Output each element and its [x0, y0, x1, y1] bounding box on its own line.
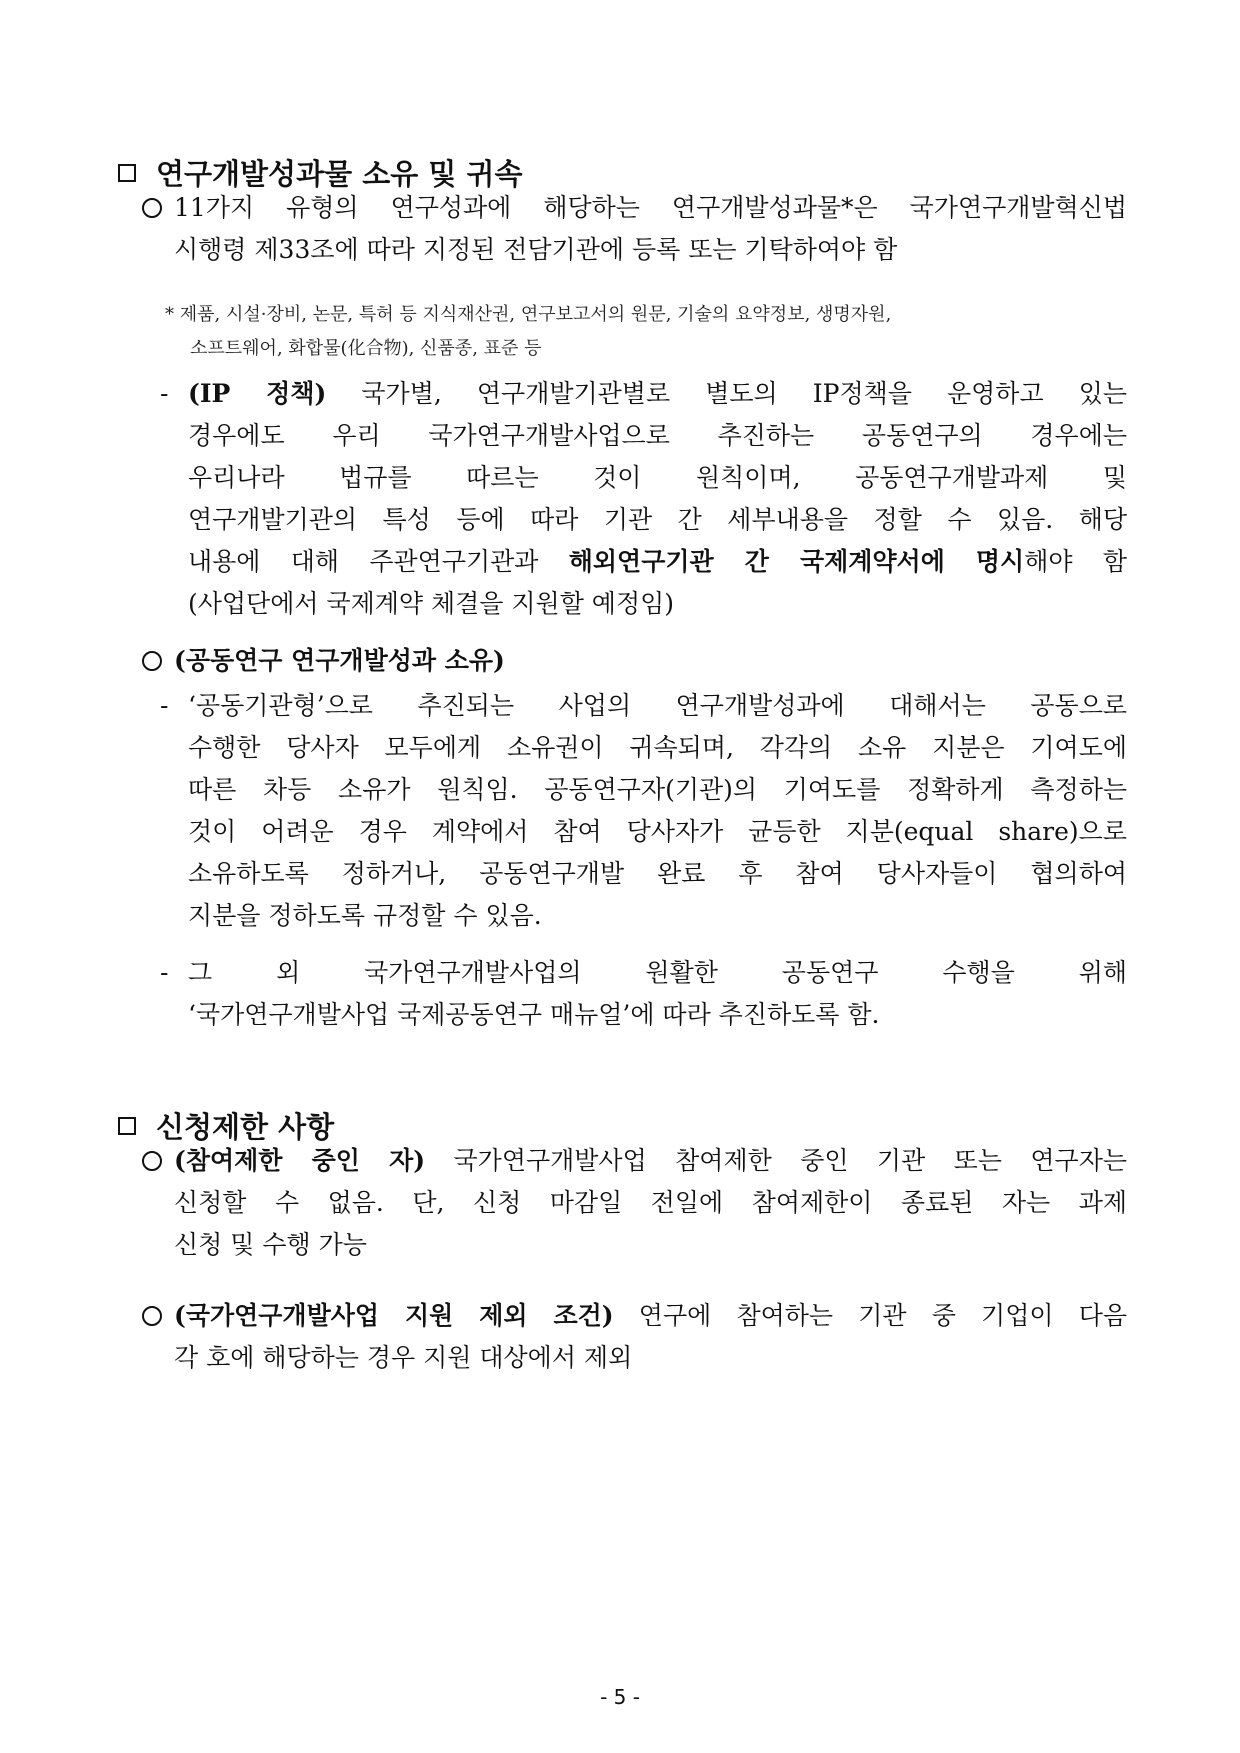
- joint-ownership-label: (공동연구 연구개발성과 소유): [174, 646, 505, 675]
- dash-item-ip-policy: [160, 373, 1127, 625]
- paragraph-line: ‘국가연구개발사업 국제공동연구 매뉴얼’에 따라 추진하도록 함.: [188, 1000, 880, 1029]
- emphasis-text: 해외연구기관 간 국제계약서에 명시: [568, 547, 1025, 576]
- section-title: 신청제한 사항: [156, 1110, 335, 1144]
- checkbox-square-icon: [118, 164, 136, 182]
- ip-policy-label: (IP 정책): [188, 379, 327, 408]
- paragraph-text: 연구에 참여하는 기관 중 기업이 다음: [613, 1301, 1127, 1330]
- paragraph-line: ‘공동기관형’으로 추진되는 사업의 연구개발성과에 대해서는 공동으로: [188, 691, 1127, 720]
- dash-item-joint-results: [160, 685, 1127, 937]
- paragraph-line: 신청할 수 없음. 단, 신청 마감일 전일에 참여제한이 종료된 자는 과제: [174, 1188, 1127, 1217]
- paragraph-line: 신청 및 수행 가능: [174, 1230, 367, 1259]
- paragraph-text: 국가연구개발사업 참여제한 중인 기관 또는 연구자는: [425, 1146, 1127, 1175]
- paragraph-line: 시행령 제33조에 따라 지정된 전담기관에 등록 또는 기탁하여야 함: [174, 235, 898, 264]
- paragraph-text: 내용에 대해 주관연구기관과: [188, 547, 569, 576]
- paragraph-line: 경우에도 우리 국가연구개발사업으로 추진하는 공동연구의 경우에는: [188, 421, 1127, 450]
- footnote-line: 소프트웨어, 화합물(化合物), 신품종, 표준 등: [190, 338, 542, 359]
- footnote-line: * 제품, 시설·장비, 논문, 특허 등 지식재산권, 연구보고서의 원문, 기술의 요약정보, 생명자원,: [165, 304, 892, 325]
- dash-marker: -: [160, 691, 169, 720]
- page-number: - 5 -: [600, 1685, 640, 1709]
- circle-bullet-icon: [142, 1151, 162, 1171]
- circle-bullet-icon: [142, 1306, 162, 1326]
- bullet-item-participation-restricted: [142, 1140, 1127, 1266]
- exclusion-label: (국가연구개발사업 지원 제외 조건): [174, 1301, 614, 1330]
- paragraph-line: 각 호에 해당하는 경우 지원 대상에서 제외: [174, 1343, 633, 1372]
- paragraph-line: 따른 차등 소유가 원칙임. 공동연구자(기관)의 기여도를 정확하게 측정하는: [188, 775, 1127, 804]
- paragraph-line: 우리나라 법규를 따르는 것이 원칙이며, 공동연구개발과제 및: [188, 463, 1127, 492]
- bullet-item-joint-ownership: [142, 640, 1127, 682]
- circle-bullet-icon: [142, 198, 162, 218]
- paragraph-text: 국가별, 연구개발기관별로 별도의 IP정책을 운영하고 있는: [326, 379, 1127, 408]
- dash-marker: -: [160, 958, 169, 987]
- circle-bullet-icon: [142, 651, 162, 671]
- section-title: 연구개발성과물 소유 및 귀속: [156, 157, 523, 191]
- paragraph-line: 연구개발기관의 특성 등에 따라 기관 간 세부내용을 정할 수 있음. 해당: [188, 505, 1127, 534]
- bullet-item-registration: [142, 187, 1127, 271]
- paragraph-line: 지분을 정하도록 규정할 수 있음.: [188, 901, 542, 930]
- dash-item-manual: [160, 952, 1127, 1036]
- bullet-item-exclusion-conditions: [142, 1295, 1127, 1379]
- paragraph-line: 그 외 국가연구개발사업의 원활한 공동연구 수행을 위해: [188, 958, 1127, 987]
- paragraph-text: 해야 함: [1024, 547, 1127, 576]
- paragraph-line: 11가지 유형의 연구성과에 해당하는 연구개발성과물*은 국가연구개발혁신법: [174, 193, 1127, 222]
- paragraph-line: 수행한 당사자 모두에게 소유권이 귀속되며, 각각의 소유 지분은 기여도에: [188, 733, 1127, 762]
- checkbox-square-icon: [118, 1117, 136, 1135]
- paragraph-line: 소유하도록 정하거나, 공동연구개발 완료 후 참여 당사자들이 협의하여: [188, 859, 1127, 888]
- restriction-label: (참여제한 중인 자): [174, 1146, 426, 1175]
- paragraph-line: (사업단에서 국제계약 체결을 지원할 예정임): [188, 589, 674, 618]
- dash-marker: -: [160, 379, 169, 408]
- paragraph-line: 것이 어려운 경우 계약에서 참여 당사자가 균등한 지분(equal share)으로: [188, 817, 1127, 846]
